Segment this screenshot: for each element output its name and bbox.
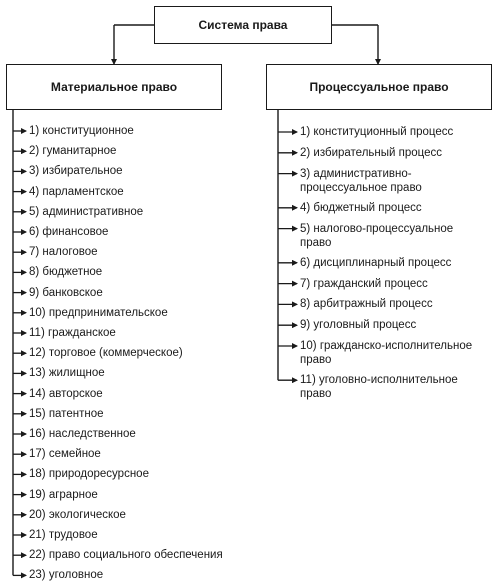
left-list-item: 23) уголовное bbox=[29, 569, 104, 582]
material-law-box bbox=[6, 64, 222, 110]
left-list-item: 18) природоресурсное bbox=[29, 468, 149, 481]
left-list-item: 10) предпринимательское bbox=[29, 306, 168, 319]
left-list-item: 2) гуманитарное bbox=[29, 145, 117, 158]
left-list-item: 13) жилищное bbox=[29, 367, 105, 380]
left-list-item: 9) банковское bbox=[29, 286, 103, 299]
root-node-label: Система права bbox=[198, 18, 288, 32]
right-list-item: 8) арбитражный процесс bbox=[300, 298, 433, 311]
right-list-item: 10) гражданско-исполнительное право bbox=[300, 340, 473, 366]
left-list-item: 3) избирательное bbox=[29, 165, 123, 178]
right-branch-tree bbox=[278, 110, 297, 380]
left-list-item: 1) конституционное bbox=[29, 125, 134, 137]
procedural-law-box bbox=[266, 64, 492, 110]
left-list-item: 11) гражданское bbox=[29, 327, 116, 339]
left-list-item: 19) аграрное bbox=[29, 488, 98, 501]
left-branch-tree bbox=[13, 110, 26, 575]
left-list-item: 4) парламентское bbox=[29, 185, 124, 198]
right-list-item: 5) налогово-процессуальное право bbox=[300, 222, 454, 249]
right-list-item: 6) дисциплинарный процесс bbox=[300, 256, 452, 269]
left-list-item: 5) административное bbox=[29, 205, 144, 218]
right-list-item: 3) административно- процессуальное право bbox=[300, 167, 422, 194]
right-list-item: 2) избирательный процесс bbox=[300, 146, 442, 159]
right-list-item: 7) гражданский процесс bbox=[300, 277, 428, 290]
right-list-item: 11) уголовно-исполнительное право bbox=[300, 374, 458, 401]
procedural-law-label: Процессуальное право bbox=[309, 80, 449, 94]
right-list-item: 9) уголовный процесс bbox=[300, 319, 417, 332]
left-list-item: 22) право социального обеспечения bbox=[29, 549, 223, 562]
left-list-item: 6) финансовое bbox=[29, 226, 109, 238]
material-law-label: Материальное право bbox=[50, 80, 178, 94]
left-list-item: 17) семейное bbox=[29, 448, 101, 461]
left-list-item: 20) экологическое bbox=[29, 508, 126, 521]
right-list-item: 1) конституционный процесс bbox=[300, 126, 454, 138]
left-list-item: 21) трудовое bbox=[29, 529, 98, 541]
left-list-item: 12) торговое (коммерческое) bbox=[29, 347, 183, 360]
left-list-item: 8) бюджетное bbox=[29, 266, 103, 279]
left-list-item: 7) налоговое bbox=[29, 246, 98, 259]
right-list-item: 4) бюджетный процесс bbox=[300, 201, 422, 214]
root-node-box bbox=[154, 6, 332, 44]
left-list-item: 16) наследственное bbox=[29, 428, 136, 440]
left-list-item: 15) патентное bbox=[29, 407, 104, 420]
left-list-item: 14) авторское bbox=[29, 387, 103, 400]
